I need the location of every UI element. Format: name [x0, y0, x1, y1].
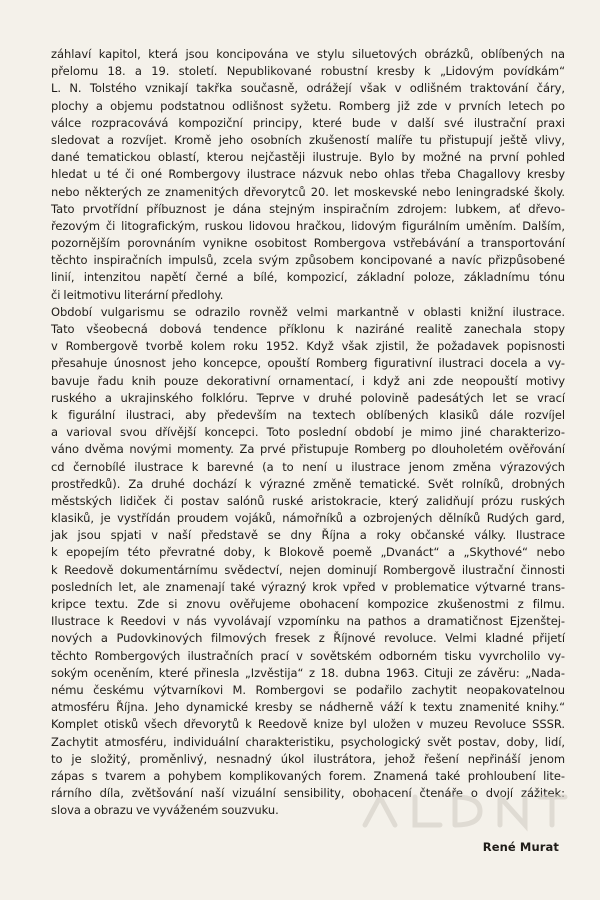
- text-line: Zachytit atmosféru, individuální charakteristiku, psychologický svět postav, doby, lidí,: [51, 734, 565, 749]
- text-line: zápas s tvarem a pohybem komplikovaných forem. Znamená také prohloubení lite-: [51, 768, 565, 783]
- text-line: klasiků, je vystřídán proudem vojáků, námořníků a ozbrojených dělníků Rudých gard,: [51, 511, 565, 526]
- text-line: Tato prvotřídní příbuznost je dána stejným inspiračním zdrojem: lubkem, ať dřevo-: [51, 201, 565, 216]
- text-line: nebo některých ze znamenitých dřevorytců 20. let moskevské nebo leningradské školy.: [51, 184, 565, 199]
- author-signature: René Murat: [482, 840, 559, 854]
- text-line: k epopejím této převratné doby, k Blokově poemě „Dvanáct“ a „Skythové“ nebo: [51, 545, 565, 560]
- text-line: hledat u té či oné Rombergovy ilustrace názvuk nebo ohlas třeba Chagallovy kresby: [51, 167, 565, 182]
- text-line: městských lidiček či postav salónů ruské aristokracie, který zalidňují prózu ruských: [51, 493, 565, 508]
- text-line: posledních let, ale znamenají také výrazný krok vpřed v problematice výtvarné trans-: [51, 579, 565, 594]
- text-line: cd černobílé ilustrace k barevné (a to není u ilustrace jenom změna výrazových: [51, 459, 565, 474]
- text-line: slova a obrazu ve vyváženém souzvuku.: [51, 803, 279, 818]
- text-line: sledovat a rozvíjet. Kromě jeho osobních zkušeností malíře tu přistupují ještě vlivy,: [51, 132, 565, 147]
- text-line: nému českému výtvarníkovi M. Rombergovi se podařilo zachytit neopakovatelnou: [51, 682, 565, 697]
- text-line: řezovým či litografickým, ruskou lidovou hračkou, lidovým figurálním uměním. Dalším,: [51, 218, 565, 233]
- text-line: těchto Rombergových ilustračních prací v sovětském odborném tisku vyvrcholilo vy-: [51, 648, 565, 663]
- text-line: záhlaví kapitol, která jsou koncipována ve stylu siluetových obrázků, oblíbených na: [51, 47, 565, 61]
- text-line: jak jsou spjati v naší představě se dny Října a roky občanské války. Ilustrace: [51, 528, 565, 543]
- text-line: váno dvěma novými momenty. Za prvé přistupuje Romberg po dlouholetém ověřování: [51, 442, 565, 457]
- text-line: k figurální ilustraci, aby především na textech oblíbených klasiků dále rozvíjel: [51, 407, 565, 422]
- text-line: nových a Pudovkinových filmových fresek z Říjnové revoluce. Velmi kladné přijetí: [51, 631, 565, 646]
- text-line: přesahuje únosnost jeho koncepce, opouští Romberg figurativní ilustraci docela a vy-: [51, 356, 565, 371]
- text-line: Komplet otisků všech dřevorytů k Reedově knize byl uložen v muzeu Revoluce SSSR.: [51, 717, 565, 732]
- text-line: plochy a objemu podstatnou odlišnost syžetu. Romberg již zde v prvních letech po: [51, 98, 565, 113]
- text-line: ruského a ukrajinského folklóru. Teprve v druhé polovině padesátých let se vrací: [51, 390, 565, 405]
- text-line: atmosféru Října. Jeho dynamické kresby se nádherně váží k textu znamenité knihy.“: [51, 700, 565, 715]
- text-line: přelomu 18. a 19. století. Nepublikované robustní kresby k „Lidovým povídkám“: [51, 64, 565, 79]
- text-line: sokým oceněním, které přinesla „Izvěstija“ z 18. dubna 1963. Cituji ze závěru: „Nada-: [51, 665, 565, 680]
- article-text: [51, 46, 565, 819]
- text-line: těchto inspiračních impulsů, zcela svým způsobem koncipované a navíc přizpůsobené: [51, 253, 565, 268]
- text-line: kripce textu. Zde si znovu ověřujeme obohacení kompozice zkušenostmi z filmu.: [51, 597, 565, 611]
- text-line: Tato všeobecná dobová tendence příklonu k naziráné realitě zanechala stopy: [51, 322, 565, 336]
- text-line: a varioval svou dřívější koncepci. Toto poslední období je mimo jiné charakterizo-: [51, 425, 565, 440]
- text-line: bavuje řadu knih pouze dekorativní ornamentací, i když ani zde neopouští motivy: [51, 373, 565, 388]
- text-line: pozornějším porovnáním vynikne osobitost Rombergova vstřebávání a transportování: [51, 236, 565, 251]
- text-line: prostředků). Za druhé dochází k výrazné změně tematické. Svět rolníků, drobných: [51, 476, 565, 491]
- text-line: linií, intenzitou napětí černé a bílé, kompozicí, základní poloze, základnímu tónu: [51, 270, 565, 285]
- text-line: Ilustrace k Reedovi v nás vyvolávají vzpomínku na pathos a dramatičnost Ejzenštej-: [51, 614, 565, 629]
- text-line: L. N. Tolstého vznikají takřka současně, odrážejí však v odlišném traktování čáry,: [51, 81, 565, 96]
- text-line: Období vulgarismu se odrazilo rovněž velmi markantně v oblasti knižní ilustrace.: [51, 304, 565, 319]
- text-line: v Rombergově tvorbě kolem roku 1952. Když však zjistil, že požadavek popisnosti: [51, 339, 565, 354]
- text-line: rárního díla, zvětšování naší vizuální sensibility, obohacení čtenáře o dvojí zážitek:: [51, 786, 565, 801]
- text-line: to je složitý, proměnlivý, nesnadný úkol ilustrátora, jehož řešení nepřináší jenom: [51, 751, 565, 766]
- text-line: válce rozpracovává kompoziční principy, které bude v další své ilustrační praxi: [51, 115, 565, 130]
- text-line: dané tematickou oblastí, kterou nejčastěji ilustruje. Bylo by možné na první pohled: [51, 150, 565, 165]
- text-line: k Reedově dokumentárnímu svědectví, nejen dominují Rombergově ilustrační činnosti: [51, 562, 565, 577]
- text-line: či leitmotivu literární předlohy.: [51, 287, 224, 302]
